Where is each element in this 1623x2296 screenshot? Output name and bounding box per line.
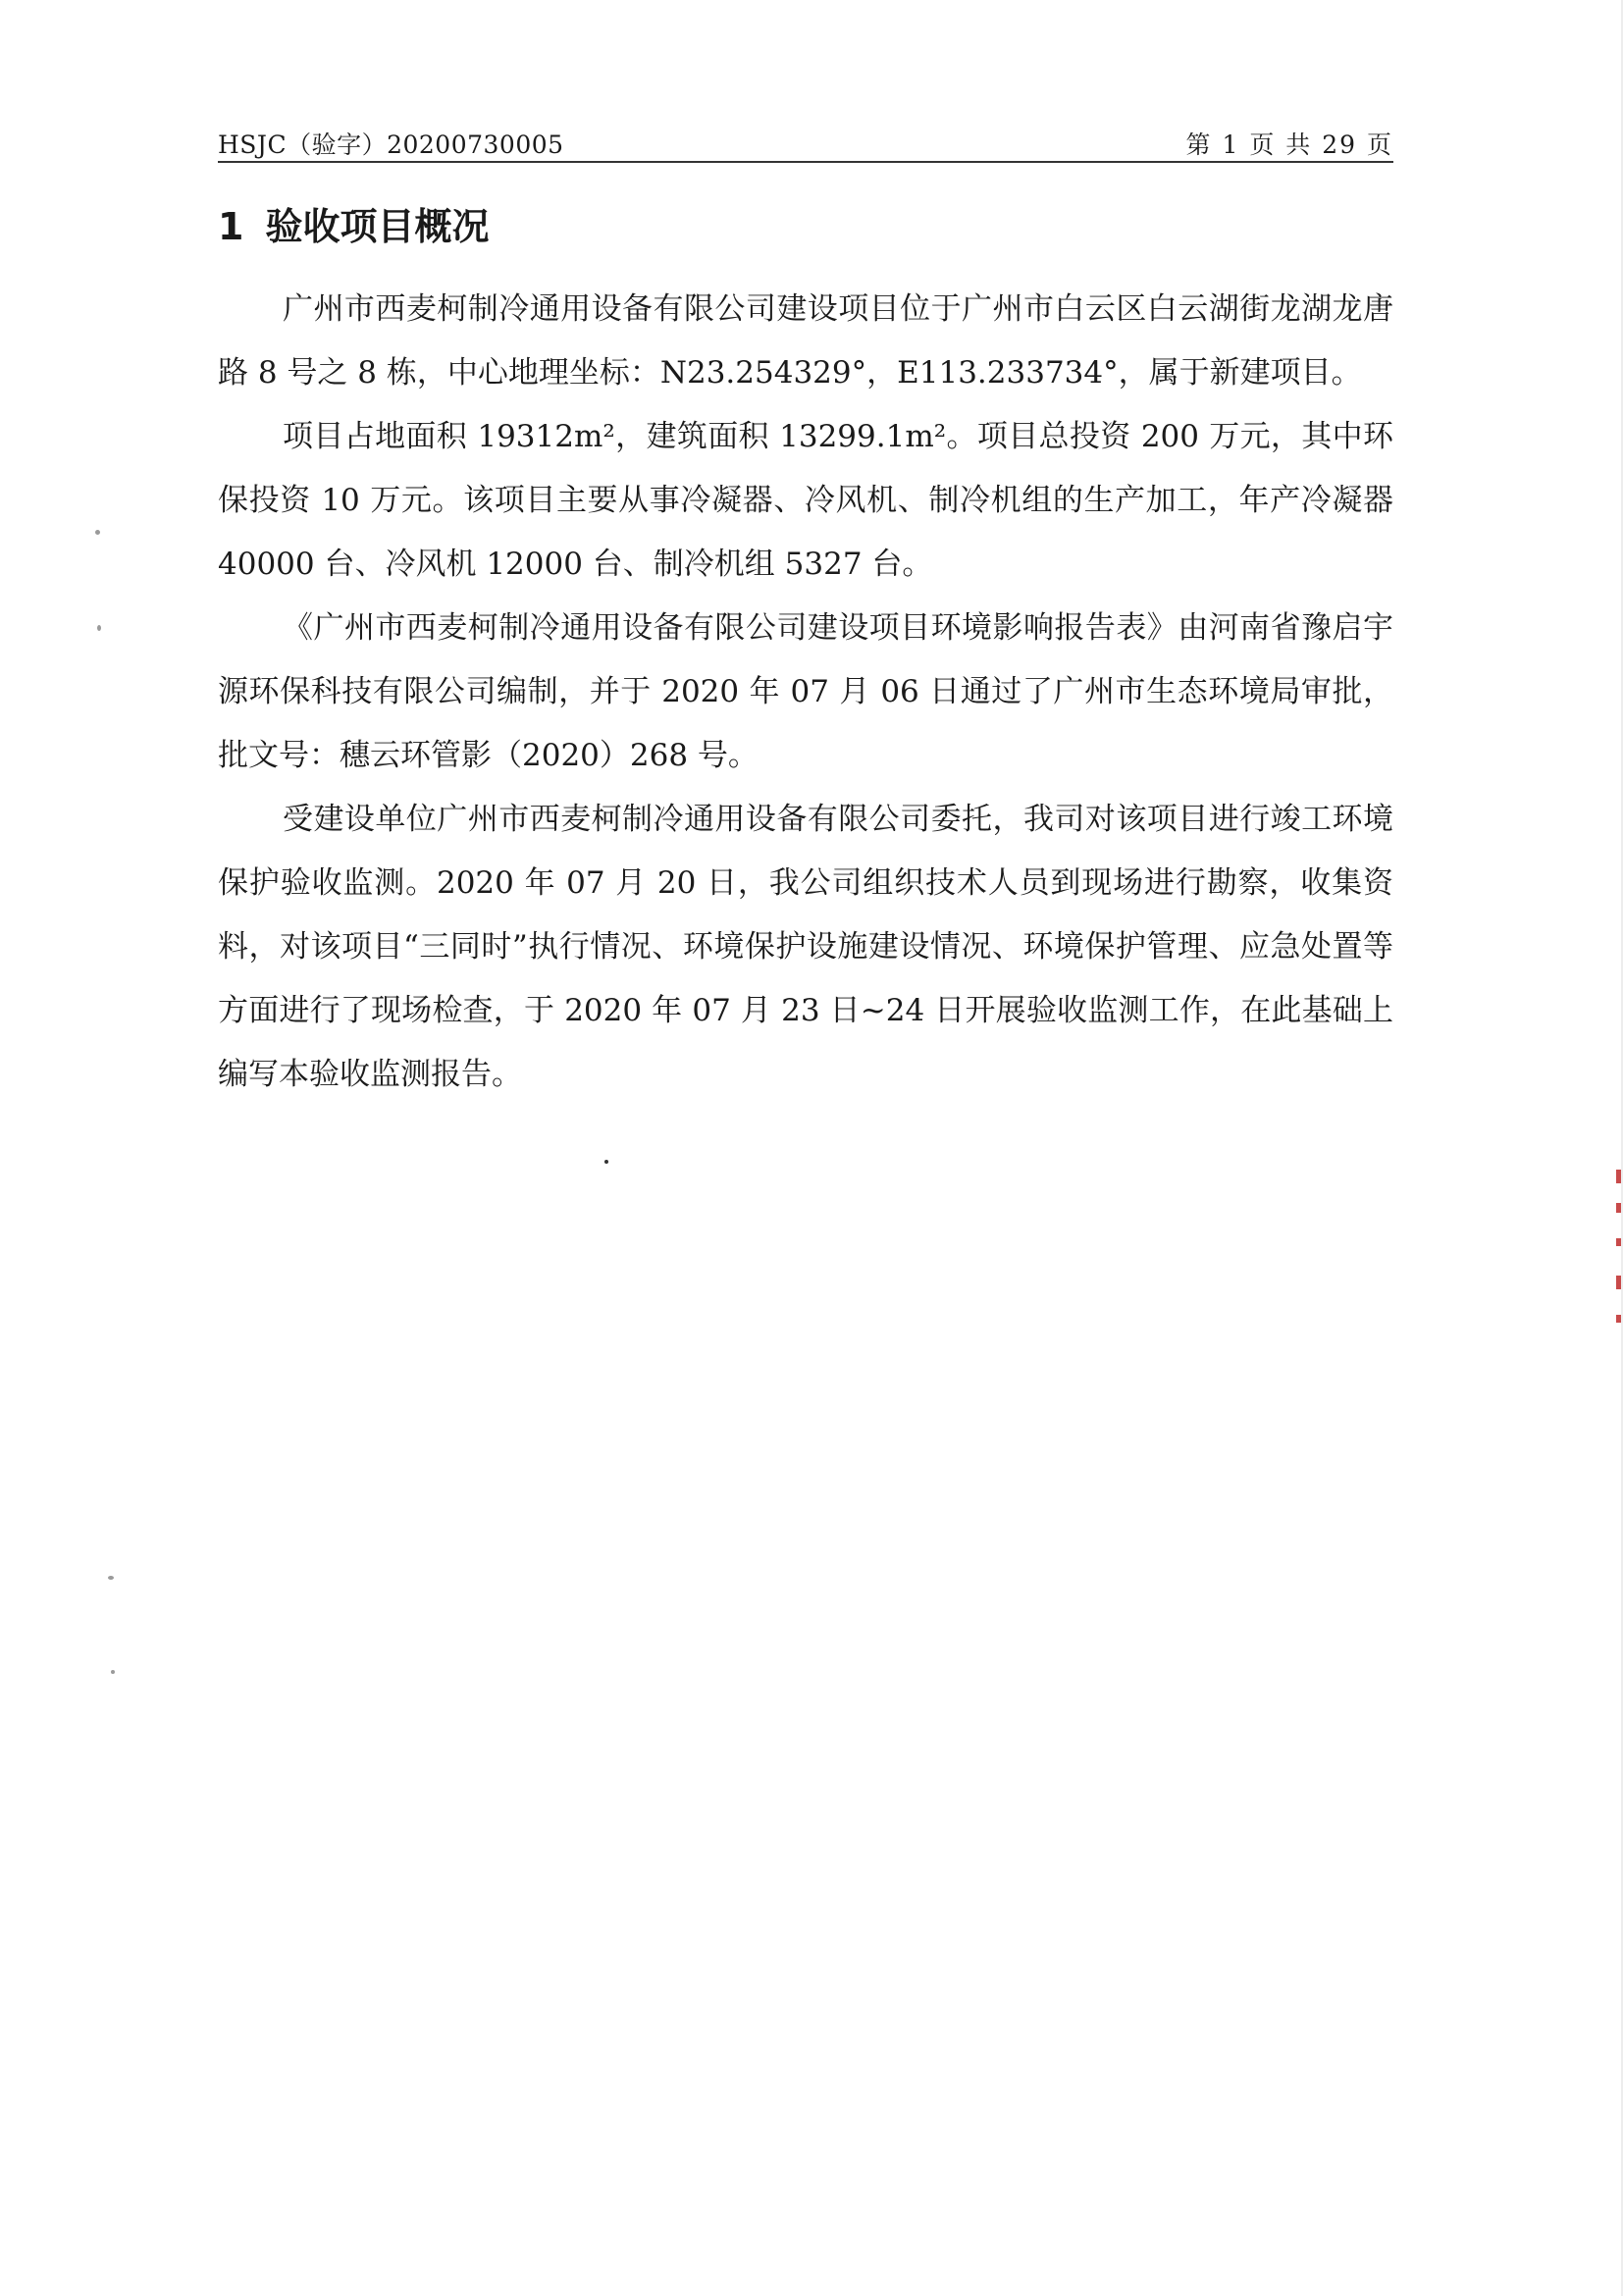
- section-heading: [218, 196, 489, 250]
- edge-red-mark: [1616, 1276, 1621, 1289]
- paragraph-project-scale: 项目占地面积 19312m²，建筑面积 13299.1m²。项目总投资 200 万元，其中环保投资 10 万元。该项目主要从事冷凝器、冷风机、制冷机组的生产加工，年产冷凝器 40000 台、冷风机 12000 台、制冷机组 5327 台。: [218, 419, 1393, 582]
- scan-speck: [95, 530, 100, 535]
- scan-speck: [111, 1670, 115, 1674]
- edge-red-mark: [1616, 1315, 1621, 1323]
- scan-speck: [108, 1576, 114, 1580]
- scan-speck: [604, 1160, 608, 1164]
- paragraph-monitoring-work: 受建设单位广州市西麦柯制冷通用设备有限公司委托，我司对该项目进行竣工环境保护验收监测。2020 年 07 月 20 日，我公司组织技术人员到现场进行勘察，收集资料，对该项目“三同时”执行情况、环境保护设施建设情况、环境保护管理、应急处置等方面进行了现场检查，于 2020 年 07 月 23 日~24 日开展验收监测工作，在此基础上编写本验收监测报告。: [218, 802, 1393, 1092]
- page-number: 第 1 页 共 29 页: [1185, 130, 1393, 159]
- edge-red-mark: [1616, 1170, 1621, 1183]
- document-number: HSJC（验字）20200730005: [218, 130, 564, 159]
- scan-speck: [97, 625, 101, 631]
- edge-red-mark: [1616, 1238, 1621, 1246]
- paragraph-project-location: 广州市西麦柯制冷通用设备有限公司建设项目位于广州市白云区白云湖街龙湖龙唐路 8 号之 8 栋，中心地理坐标：N23.254329°，E113.233734°，属于新建项目。: [218, 291, 1393, 391]
- page-header: [218, 122, 1393, 163]
- edge-red-mark: [1616, 1203, 1621, 1213]
- body-text: [218, 278, 1393, 1107]
- section-title-text: 验收项目概况: [265, 205, 490, 248]
- paragraph-eia-approval: 《广州市西麦柯制冷通用设备有限公司建设项目环境影响报告表》由河南省豫启宇源环保科技有限公司编制，并于 2020 年 07 月 06 日通过了广州市生态环境局审批，批文号：穗云环管影（2020）268 号。: [218, 610, 1393, 773]
- section-number: 1: [218, 205, 244, 248]
